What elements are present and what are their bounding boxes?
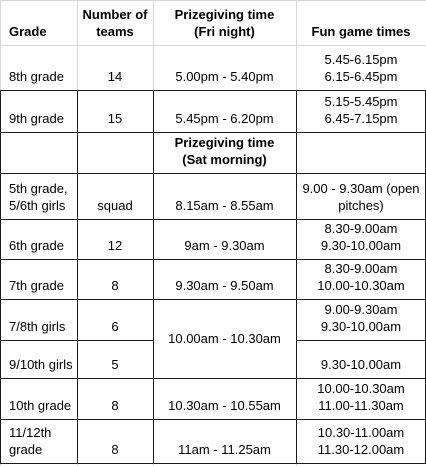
prize-time: 9am - 9.30am <box>184 238 265 253</box>
grade-label: 9/10th girls <box>9 357 73 372</box>
teams-value: 6 <box>111 319 119 334</box>
grade-label: 7th grade <box>9 278 64 293</box>
header-prize-fri-line1: Prizegiving time <box>174 7 275 22</box>
row-7-8th-girls-teams <box>77 299 153 340</box>
row-7-8th-girls-grade <box>0 299 77 340</box>
row-5th-grade-fun <box>296 173 426 219</box>
fun-time: 8.30-9.00am <box>324 261 398 276</box>
row-9th-grade-prize <box>153 90 296 132</box>
row-6th-grade-teams <box>77 219 153 259</box>
fun-time: 10.00-10.30am <box>317 278 405 293</box>
prize-time: 5.45pm - 6.20pm <box>175 111 274 126</box>
row-9-10th-girls-grade <box>0 340 77 378</box>
prize-time: 5.00pm - 5.40pm <box>175 69 274 84</box>
header-fun <box>296 0 426 45</box>
fun-time: 10.30-11.00am <box>317 425 405 440</box>
fun-time: 9.00-9.30am <box>324 302 398 317</box>
row-5th-grade-teams <box>77 173 153 219</box>
row-7-8th-girls-fun <box>296 299 426 340</box>
row-10th-grade-prize <box>153 378 296 419</box>
teams-value: 8 <box>111 278 119 293</box>
fun-time: 11.30-12.00am <box>317 442 405 457</box>
subheader-line2: (Sat morning) <box>182 152 267 167</box>
fun-time: 9.30-10.00am <box>320 357 402 372</box>
fun-time: 8.30-9.00am <box>324 221 398 236</box>
prize-time: 10.00am - 10.30am <box>168 331 281 346</box>
prize-time: 9.30am - 9.50am <box>175 278 274 293</box>
grade-label: 5th grade, <box>9 181 68 196</box>
header-prize-fri <box>153 0 296 45</box>
row-9th-grade-fun <box>296 90 426 132</box>
row-11-12th-grade-teams <box>77 419 153 463</box>
row-6th-grade-prize <box>153 219 296 259</box>
row-11-12th-grade-fun <box>296 419 426 463</box>
row-7th-grade-fun <box>296 259 426 299</box>
row-7th-grade-grade <box>0 259 77 299</box>
fun-time: 5.15-5.45pm <box>324 94 398 109</box>
row-9-10th-girls-fun <box>296 340 426 378</box>
row-11-12th-grade-prize <box>153 419 296 463</box>
grade-label: 9th grade <box>9 111 64 126</box>
subheader-prize-sat <box>153 132 296 173</box>
subheader-line1: Prizegiving time <box>174 135 275 150</box>
row-11-12th-grade-grade <box>0 419 77 463</box>
teams-value: 8 <box>111 442 119 457</box>
grade-label: 10th grade <box>9 398 72 413</box>
teams-value: squad <box>97 198 133 213</box>
grade-label: 5/6th girls <box>9 198 66 213</box>
row-9th-grade-grade <box>0 90 77 132</box>
fun-time: 10.00-10.30am <box>317 381 405 396</box>
row-6th-grade-grade <box>0 219 77 259</box>
header-prize-fri-line2: (Fri night) <box>194 24 255 39</box>
header-teams <box>77 0 153 45</box>
row-10th-grade-fun <box>296 378 426 419</box>
fun-time: 6.45-7.15pm <box>324 111 398 126</box>
grade-label: 6th grade <box>9 238 64 253</box>
header-grade-text: Grade <box>9 24 47 39</box>
row-5th-grade-grade <box>0 173 77 219</box>
prize-time: 10.30am - 10.55am <box>168 398 281 413</box>
row-8th-grade-fun <box>296 45 426 90</box>
row-8th-grade-grade <box>0 45 77 90</box>
row-8th-grade-teams <box>77 45 153 90</box>
prize-time: 11am - 11.25am <box>178 442 271 457</box>
fun-time: 9.30-10.00am <box>320 238 402 253</box>
teams-value: 15 <box>107 111 123 126</box>
girls-prize-merged <box>153 299 296 378</box>
row-7th-grade-teams <box>77 259 153 299</box>
fun-time: 9.30-10.00am <box>320 319 402 334</box>
teams-value: 8 <box>111 398 119 413</box>
header-fun-text: Fun game times <box>311 24 411 39</box>
row-10th-grade-grade <box>0 378 77 419</box>
teams-value: 14 <box>107 69 123 84</box>
fun-time: 6.15-6.45pm <box>324 69 398 84</box>
row-8th-grade-prize <box>153 45 296 90</box>
row-7th-grade-prize <box>153 259 296 299</box>
fun-time: 5.45-6.15pm <box>324 52 398 67</box>
prize-time: 8.15am - 8.55am <box>175 198 274 213</box>
fun-time: pitches) <box>338 198 384 213</box>
teams-value: 5 <box>111 357 119 372</box>
teams-value: 12 <box>107 238 123 253</box>
row-5th-grade-prize <box>153 173 296 219</box>
row-10th-grade-teams <box>77 378 153 419</box>
grade-label: 7/8th girls <box>9 319 66 334</box>
grade-label: grade <box>9 442 43 457</box>
fun-time: 11.00-11.30am <box>318 398 404 413</box>
grade-label: 11/12th <box>9 425 52 440</box>
header-teams-line1: Number of <box>82 7 148 22</box>
row-9-10th-girls-teams <box>77 340 153 378</box>
grade-label: 8th grade <box>9 69 64 84</box>
row-9th-grade-teams <box>77 90 153 132</box>
fun-time: 9.00 - 9.30am (open <box>302 181 420 196</box>
header-teams-line2: teams <box>96 24 134 39</box>
row-6th-grade-fun <box>296 219 426 259</box>
header-grade <box>0 0 77 45</box>
